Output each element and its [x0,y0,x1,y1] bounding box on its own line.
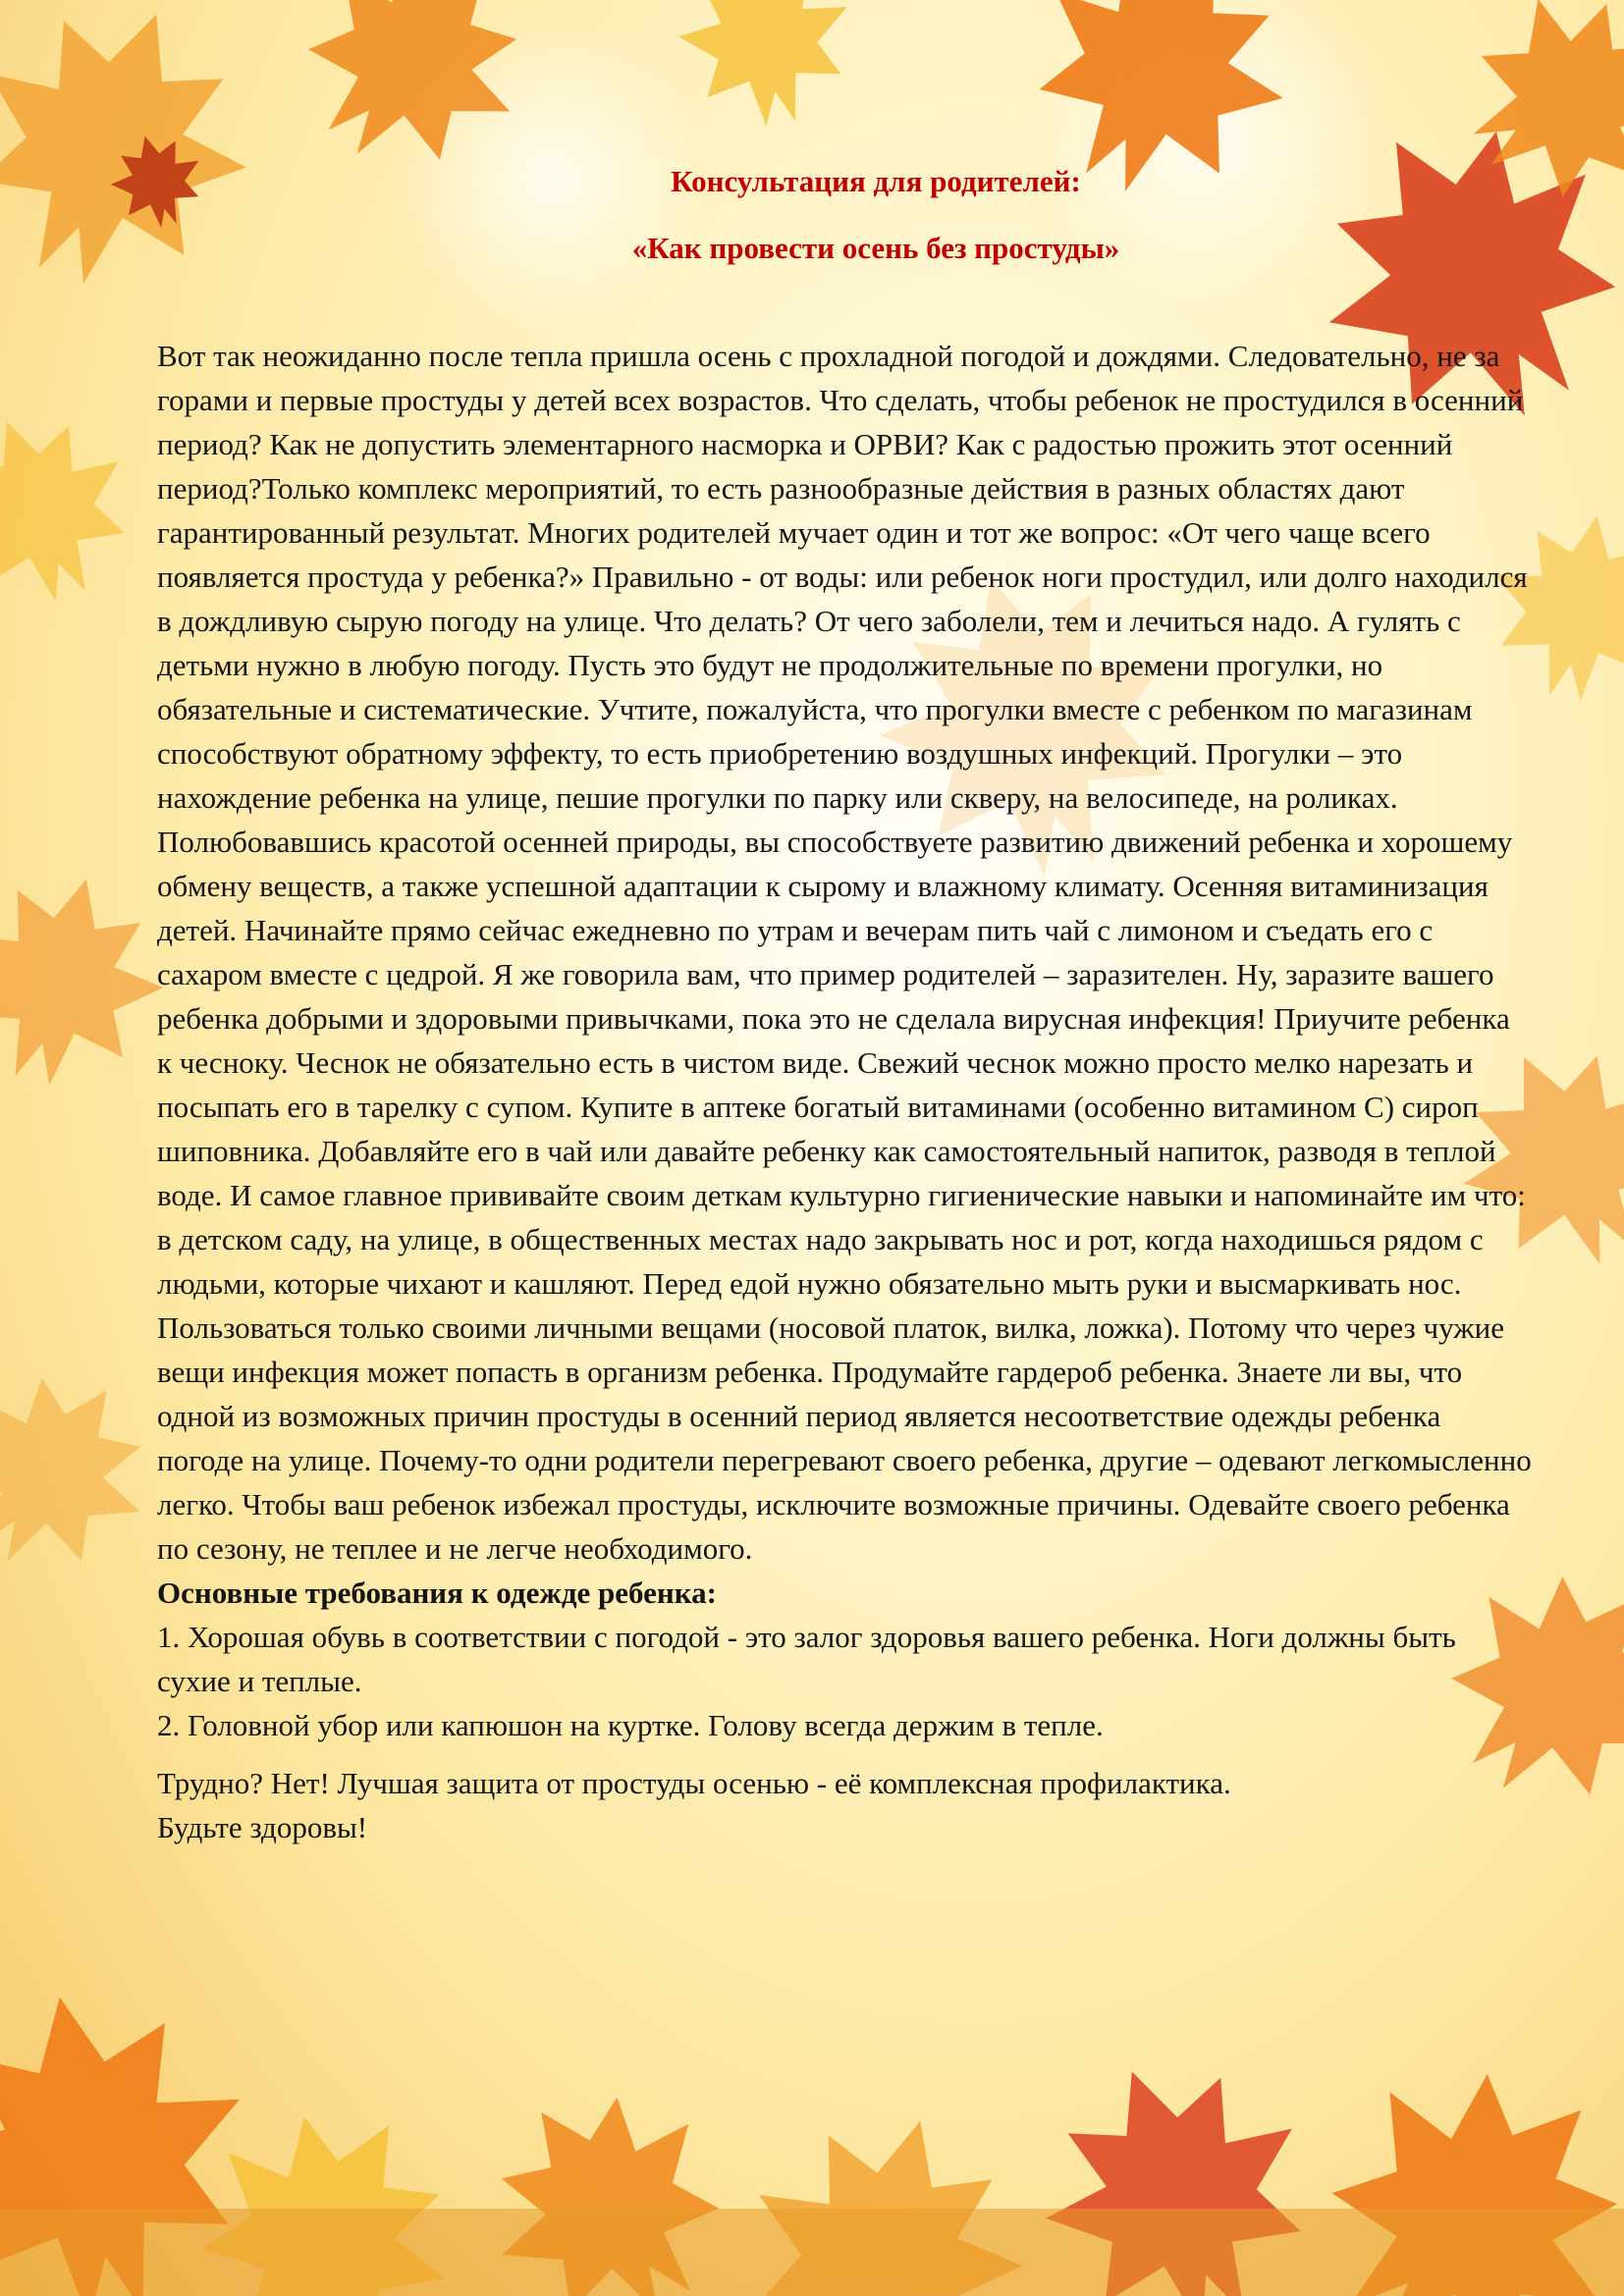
document-title: Консультация для родителей: [671,164,1081,198]
requirement-item-1: 1. Хорошая обувь в соответствии с погодой - это залог здоровья вашего ребенка. Ноги должны быть сухие и теплые. [157,1620,1456,1698]
document-subtitle: «Как провести осень без простуды» [631,231,1120,265]
document-body [157,334,1532,1849]
main-paragraph: Вот так неожиданно после тепла пришла осень с прохладной погодой и дождями. Следовательно, не за горами и первые простуды у детей всех возрастов. Что сделать, чтобы ребенок не простудился в осенний период? Как не допустить элементарного насморка и ОРВИ? Как с радостью прожить этот осенний период?Только комплекс мероприятий, то есть разнообразные действия в разных областях дают гарантированный результат. Многих родителей мучает один и тот же вопрос: «От чего чаще всего появляется простуда у ребенка?» Правильно - от воды: или ребенок ноги простудил, или долго находился в дождливую сырую погоду на улице. Что делать? От чего заболели, тем и лечиться надо. А гулять с детьми нужно в любую погоду. Пусть это будут не продолжительные по времени прогулки, но обязательные и систематические. Учтите, пожалуйста, что прогулки вместе с ребенком по магазинам способствуют обратному эффекту, то есть приобретению воздушных инфекций. Прогулки – это нахождение ребенка на улице, пешие прогулки по парку или скверу, на велосипеде, на роликах. Полюбовавшись красотой осенней природы, вы способствуете развитию движений ребенка и хорошему обмену веществ, а также успешной адаптации к сырому и влажному климату. Осенняя витаминизация детей. Начинайте прямо сейчас ежедневно по утрам и вечерам пить чай с лимоном и съедать его с сахаром вместе с цедрой. Я же говорила вам, что пример родителей – заразителен. Ну, заразите вашего ребенка добрыми и здоровыми привычками, пока это не сделала вирусная инфекция! Приучите ребенка к чесноку. Чеснок не обязательно есть в чистом виде. Свежий чеснок можно просто мелко нарезать и посыпать его в тарелку с супом. Купите в аптеке богатый витаминами (особенно витамином С) сироп шиповника. Добавляйте его в чай или давайте ребенку как самостоятельный напиток, разводя в теплой воде. И самое главное прививайте своим деткам культурно гигиенические навыки и напоминайте им что: в детском саду, на улице, в общественных местах надо закрывать нос и рот, когда находишься рядом с людьми, которые чихают и кашляют. Перед едой нужно обязательно мыть руки и высмаркивать нос. Пользоваться только своими личными вещами (носовой платок, вилка, ложка). Потому что через чужие вещи инфекция может попасть в организм ребенка. Продумайте гардероб ребенка. Знаете ли вы, что одной из возможных причин простуды в осенний период является несоответствие одежды ребенка погоде на улице. Почему-то одни родители перегревают своего ребенка, другие – одевают легкомысленно легко. Чтобы ваш ребенок избежал простуды, исключите возможные причины. Одевайте своего ребенка по сезону, не теплее и не легче необходимого. [157,339,1532,1566]
farewell-text: Будьте здоровы! [157,1810,368,1844]
requirements-heading: Основные требования к одежде ребенка: [157,1575,717,1610]
closing-text: Трудно? Нет! Лучшая защита от простуды осенью - её комплексная профилактика. [157,1766,1231,1800]
requirement-item-2: 2. Головной убор или капюшон на куртке. Голову всегда держим в тепле. [157,1708,1104,1742]
